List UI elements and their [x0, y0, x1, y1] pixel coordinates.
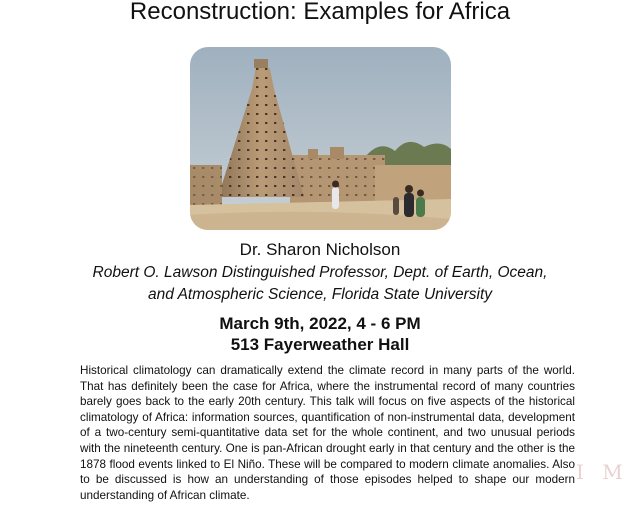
abstract-text: Historical climatology can dramatically extend the climate record in many parts of the world. That has definitely been the case for Africa, where the instrumental record of many countries barely goes back to the early 20th century. This talk will focus on five aspects of the historical climatology of Africa: information sources, quantification of non-instrumental data, development of a two-century semi-quantitative data set for the whole continent, and two unusual periods with the nineteenth century. One is pan-African drought early in that century and the other is the 1878 flood events linked to El Niño. These will be compared to modern climate anomalies. Also to be discussed is how an understanding of those episodes helped to shape our modern understanding of African climate. [80, 364, 575, 502]
mosque-photo [190, 47, 451, 230]
watermark: I M [576, 460, 629, 484]
event-location: 513 Fayerweather Hall [230, 335, 410, 354]
speaker-name: Dr. Sharon Nicholson [239, 240, 401, 259]
affiliation-line-2: and Atmospheric Science, Florida State University [147, 286, 493, 303]
speaker-affiliation [0, 262, 640, 306]
affiliation-line-1: Robert O. Lawson Distinguished Professor, Dept. of Earth, Ocean, [92, 264, 548, 281]
event-datetime: March 9th, 2022, 4 - 6 PM [219, 314, 421, 333]
page-title: Reconstruction: Examples for Africa [129, 0, 511, 25]
